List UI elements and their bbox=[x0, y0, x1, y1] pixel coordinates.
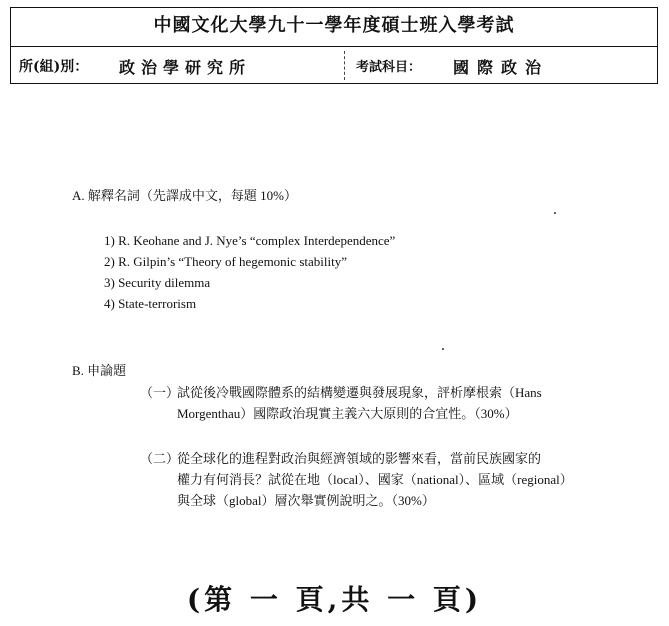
page-number-footer: (第 一 頁,共 一 頁) bbox=[186, 583, 483, 616]
question-line: 從全球化的進程對政治與經濟領域的影響來看，當前民族國家的 bbox=[177, 451, 542, 466]
question-line: 試從後冷戰國際體系的結構變遷與發展現象，評析摩根索（Hans bbox=[177, 385, 542, 400]
section-a-heading: A. 解釋名詞（先譯成中文，每題 10%） bbox=[72, 188, 297, 203]
term-item: 3) Security dilemma bbox=[104, 275, 211, 290]
subject-value: 國際政治 bbox=[453, 58, 550, 77]
scan-speck bbox=[554, 212, 556, 214]
question-line: Morgenthau）國際政治現實主義六大原則的合宜性。（30%） bbox=[177, 406, 518, 421]
term-item: 4) State-terrorism bbox=[104, 296, 197, 311]
exam-header bbox=[10, 7, 658, 84]
section-b-heading: B. 申論題 bbox=[72, 363, 127, 378]
question-number: （二） bbox=[140, 451, 180, 466]
header-divider bbox=[344, 51, 345, 80]
question-line: 與全球（global）層次舉實例說明之。（30%） bbox=[177, 493, 435, 508]
question-number: （一） bbox=[140, 385, 180, 400]
header-info-row bbox=[11, 47, 657, 84]
department-value: 政治學研究所 bbox=[119, 58, 252, 77]
question-line: 權力有何消長？試從在地（local）、國家（national）、區域（regional） bbox=[177, 472, 573, 487]
department-label: 所(組)別： bbox=[19, 59, 89, 75]
subject-label: 考試科目： bbox=[356, 60, 422, 75]
term-item: 1) R. Keohane and J. Nye’s “complex Interdependence” bbox=[104, 233, 396, 248]
term-item: 2) R. Gilpin’s “Theory of hegemonic stability” bbox=[104, 254, 347, 269]
scan-speck bbox=[442, 348, 444, 350]
exam-title: 中國文化大學九十一學年度碩士班入學考試 bbox=[11, 8, 657, 47]
